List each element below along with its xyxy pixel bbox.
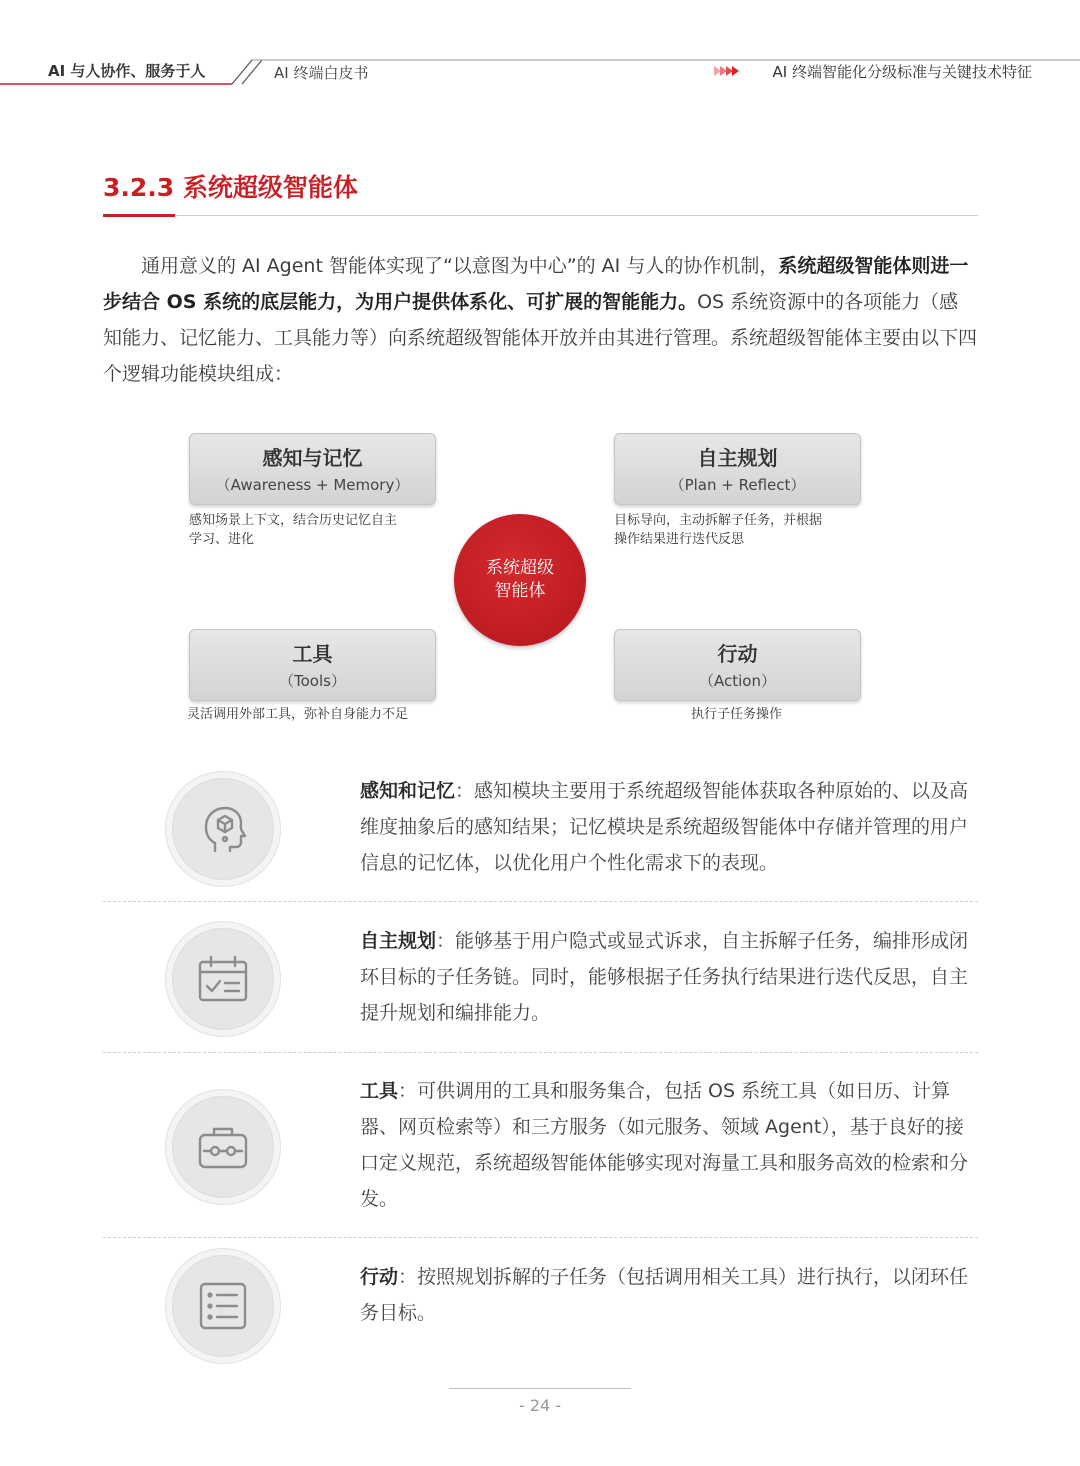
feature-label: 工具 [360,1080,399,1102]
footer-rule [449,1388,631,1389]
feature-tools-text: 工具：可供调用的工具和服务集合，包括 OS 系统工具（如日历、计算器、网页检索等）和三方服务（如元服务、领域 Agent），基于良好的接口定义规范，系统超级智能体能够实现对海量工具和服务高效的检索和分发。 [360,1080,969,1210]
list-document-icon [172,1255,274,1357]
feature-label: 自主规划 [360,930,437,952]
module-box-tools [189,629,436,701]
module-subtitle: （Awareness + Memory） [215,476,410,494]
module-title: 自主规划 [697,446,778,470]
page-number: - 24 - [518,1396,562,1415]
feature-awareness-text: 感知和记忆：感知模块主要用于系统超级智能体获取各种原始的、以及高维度抽象后的感知结果；记忆模块是系统超级智能体中存储并管理的用户信息的记忆体，以优化用户个性化需求下的表现。 [360,780,969,874]
divider [103,901,978,902]
module-title: 感知与记忆 [262,446,363,470]
module-subtitle: （Plan + Reflect） [669,476,806,494]
module-title: 行动 [717,642,758,666]
intro-text-1: 通用意义的 AI Agent 智能体实现了“以意图为中心”的 AI 与人的协作机制， [141,255,779,277]
module-subtitle: （Tools） [279,672,346,690]
feature-plan-text: 自主规划：能够基于用户隐式或显式诉求，自主拆解子任务，编排形成闭环目标的子任务链。同时，能够根据子任务执行结果进行迭代反思，自主提升规划和编排能力。 [360,930,969,1024]
module-description-action: 执行子任务操作 [690,707,782,722]
center-circle-super-agent: 系统超级 智能体 [454,514,586,646]
section-title-underline [103,215,978,216]
chevron-arrows-icon [714,0,744,80]
feature-action-text: 行动：按照规划拆解的子任务（包括调用相关工具）进行执行，以闭环任务目标。 [360,1266,969,1324]
header-document-title: AI 终端白皮书 [274,64,369,82]
feature-label: 行动 [360,1266,399,1288]
intro-paragraph [103,248,977,392]
feature-label: 感知和记忆 [360,780,456,802]
module-box-plan [614,433,861,505]
intro-bold-text: 系统超级智能体则进一步结合 OS 系统的底层能力，为用户提供体系化、可扩展的智能能力。 [103,255,969,313]
module-subtitle: （Action） [699,672,776,690]
divider [103,1237,978,1238]
module-description-awareness: 感知场景上下文，结合历史记忆自主 学习、进化 [189,513,398,547]
module-box-awareness [189,433,436,505]
toolbox-icon [172,1096,274,1198]
module-description-plan: 目标导向，主动拆解子任务，并根据 操作结果进行迭代反思 [614,513,823,547]
head-brain-icon [172,778,274,880]
section-title-accent-bar [103,214,175,217]
module-box-action [614,629,861,701]
section-title: 3.2.3 系统超级智能体 [103,173,358,202]
divider [103,1052,978,1053]
intro-text-2: OS 系统资源中的各项能力（感知能力、记忆能力、工具能力等）向系统超级智能体开放并由其进行管理。系统超级智能体主要由以下四个逻辑功能模块组成： [103,291,978,385]
header-left-title: AI 与人协作、服务于人 [48,62,206,80]
calendar-check-icon [172,928,274,1030]
module-title: 工具 [292,642,333,666]
module-description-tools: 灵活调用外部工具，弥补自身能力不足 [187,707,409,722]
header-chapter-title: AI 终端智能化分级标准与关键技术特征 [772,63,1032,81]
